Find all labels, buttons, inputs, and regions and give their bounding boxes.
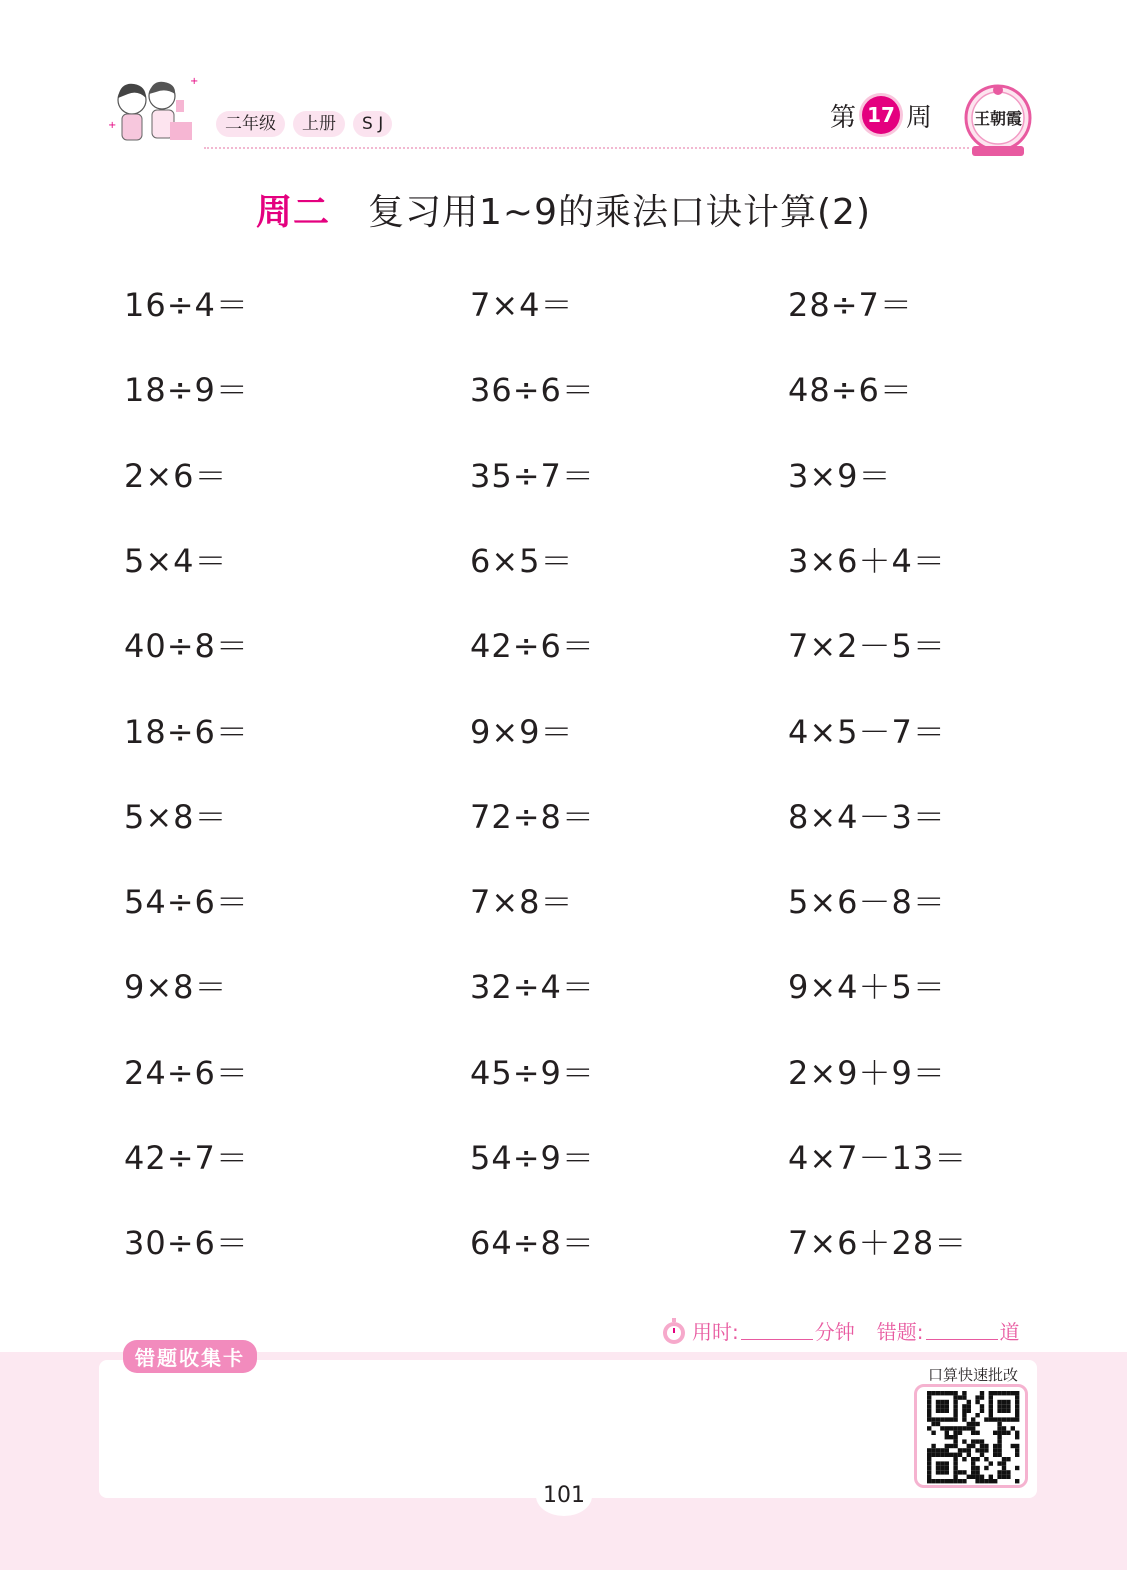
qr-code-icon[interactable] [917, 1387, 1025, 1485]
problem-col2-1: 7×4＝ [470, 286, 574, 324]
problem-col3-11: 4×7－13＝ [788, 1139, 968, 1177]
svg-text:王朝霞: 王朝霞 [973, 109, 1023, 128]
errors-label: 错题: [876, 1320, 924, 1344]
problem-col2-11: 54÷9＝ [470, 1139, 595, 1177]
edition-badge: S J [353, 111, 392, 137]
time-unit: 分钟 [814, 1320, 855, 1344]
problem-col1-12: 30÷6＝ [124, 1224, 249, 1262]
stopwatch-icon [660, 1317, 688, 1345]
time-blank[interactable] [741, 1321, 813, 1340]
brand-seal-logo [962, 80, 1034, 160]
problem-col2-9: 32÷4＝ [470, 968, 595, 1006]
grade-badge: 二年级 [216, 111, 285, 137]
problem-col2-10: 45÷9＝ [470, 1054, 595, 1092]
problem-col1-5: 40÷8＝ [124, 627, 249, 665]
problem-col1-4: 5×4＝ [124, 542, 228, 580]
problem-col1-11: 42÷7＝ [124, 1139, 249, 1177]
problem-col1-3: 2×6＝ [124, 457, 228, 495]
week-prefix: 第 [830, 102, 857, 133]
problem-col1-7: 5×8＝ [124, 798, 228, 836]
title-day: 周二 [256, 192, 331, 233]
problem-col2-7: 72÷8＝ [470, 798, 595, 836]
page-title [0, 184, 1127, 235]
problem-col1-10: 24÷6＝ [124, 1054, 249, 1092]
time-label: 用时: [692, 1320, 739, 1344]
qr-frame [914, 1384, 1028, 1488]
problem-col2-5: 42÷6＝ [470, 627, 595, 665]
problem-col1-1: 16÷4＝ [124, 286, 249, 324]
problem-col1-6: 18÷6＝ [124, 713, 249, 751]
problem-col1-8: 54÷6＝ [124, 883, 249, 921]
problem-col2-8: 7×8＝ [470, 883, 574, 921]
problem-col3-7: 8×4－3＝ [788, 798, 946, 836]
kids-illustration [104, 70, 204, 156]
problem-col3-1: 28÷7＝ [788, 286, 913, 324]
svg-text:+: + [190, 76, 199, 87]
problem-col1-2: 18÷9＝ [124, 371, 249, 409]
problem-col3-2: 48÷6＝ [788, 371, 913, 409]
problem-col3-10: 2×9＋9＝ [788, 1054, 946, 1092]
errors-unit: 道 [999, 1320, 1020, 1344]
problem-col3-4: 3×6＋4＝ [788, 542, 946, 580]
problem-col2-3: 35÷7＝ [470, 457, 595, 495]
problem-col3-6: 4×5－7＝ [788, 713, 946, 751]
problem-col3-3: 3×9＝ [788, 457, 892, 495]
error-card-label: 错题收集卡 [123, 1340, 257, 1373]
problem-col1-9: 9×8＝ [124, 968, 228, 1006]
problem-col3-5: 7×2－5＝ [788, 627, 946, 665]
week-suffix: 周 [906, 102, 933, 133]
problem-col2-2: 36÷6＝ [470, 371, 595, 409]
problem-col2-6: 9×9＝ [470, 713, 574, 751]
week-number-badge: 17 [862, 96, 900, 134]
page-number: 101 [536, 1476, 592, 1516]
title-text: 复习用1~9的乘法口诀计算(2) [368, 192, 871, 233]
book-info [216, 111, 392, 137]
problem-col3-8: 5×6－8＝ [788, 883, 946, 921]
errors-blank[interactable] [926, 1321, 998, 1340]
svg-text:+: + [108, 120, 117, 131]
header-divider [204, 147, 969, 149]
stats-bar [660, 1316, 1020, 1345]
week-indicator [830, 96, 932, 134]
problem-col2-4: 6×5＝ [470, 542, 574, 580]
problem-col3-12: 7×6＋28＝ [788, 1224, 968, 1262]
problem-col2-12: 64÷8＝ [470, 1224, 595, 1262]
qr-caption: 口算快速批改 [927, 1366, 1018, 1384]
problem-col3-9: 9×4＋5＝ [788, 968, 946, 1006]
volume-badge: 上册 [293, 111, 345, 137]
